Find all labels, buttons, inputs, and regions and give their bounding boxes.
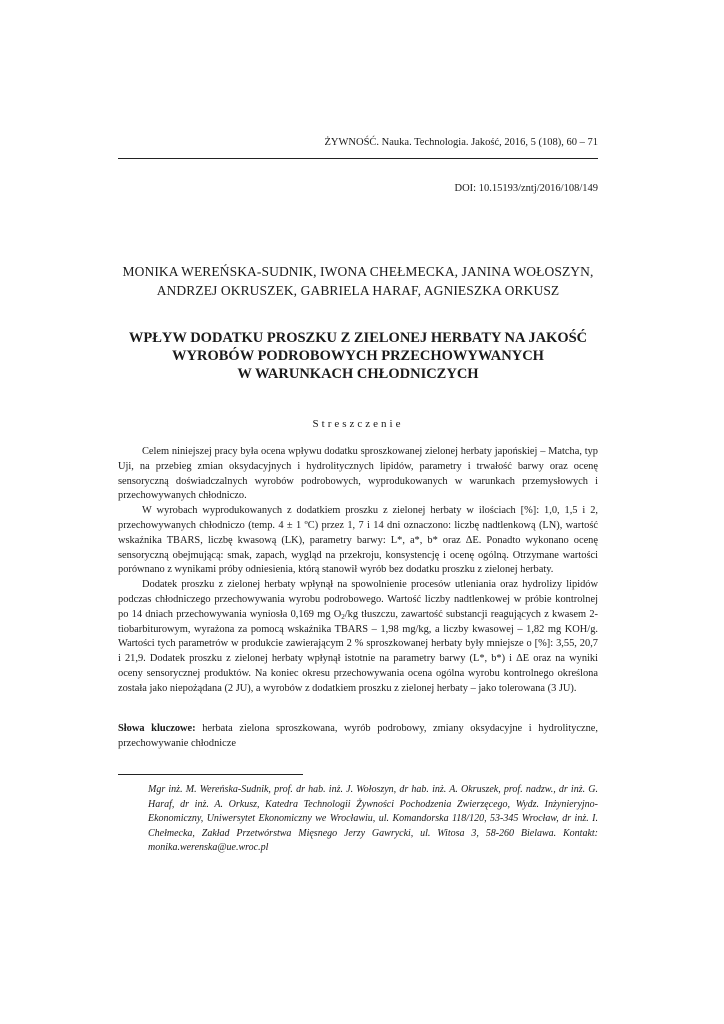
abstract-paragraph-2: W wyrobach wyprodukowanych z dodatkiem proszku z zielonej herbaty w ilościach [%]: 1,0, 1,5 i 2, przechowywanych chłodniczo (temp. 4 ± 1 ºC) przez 1, 7 i 14 dni oznaczono: liczbę nadtlenkową (LN), wartość wskaźnika TBARS, liczbę kwasową (LK), parametry barwy: L*, a*, b* oraz ΔE. Ponadto wykonano ocenę sensoryczną obejmującą: smak, zapach, wygląd na przekroju, konsystencję i ocenę ogólną. Otrzymane wartości porównano z wynikami próby odniesienia, którą stanowił wyrób bez dodatku proszku z zielonej herbaty. (118, 505, 598, 576)
abstract-body (118, 445, 598, 697)
author-affiliation-footnote: Mgr inż. M. Wereńska-Sudnik, prof. dr hab. inż. J. Wołoszyn, dr hab. inż. A. Okruszek, prof. nadzw., dr inż. G. Haraf, dr inż. A. Orkusz, Katedra Technologii Żywności Pochodzenia Zwierzęcego, Wydz. Inżynieryjno-Ekonomiczny, Uniwersytet Ekonomiczny we Wrocławiu, ul. Komandorska 118/120, 53-345 Wrocław, dr inż. I. Chełmecka, Zakład Przetwórstwa Mięsnego Jerzy Gawrycki, ul. Witosa 3, 58-260 Bielawa. Kontakt: monika.werenska@ue.wroc.pl (148, 784, 598, 854)
doi-line: DOI: 10.15193/zntj/2016/108/149 (454, 183, 598, 194)
title-line-2: WYROBÓW PODROBOWYCH PRZECHOWYWANYCH (172, 348, 544, 364)
author-list (118, 262, 598, 300)
abstract-heading: Streszczenie (312, 418, 404, 430)
oxygen-subscript: 2 (341, 612, 345, 621)
paper-title (118, 329, 598, 383)
title-line-1: WPŁYW DODATKU PROSZKU Z ZIELONEJ HERBATY NA JAKOŚĆ (128, 330, 588, 346)
header-rule (118, 158, 598, 159)
author-line-2: ANDRZEJ OKRUSZEK, GABRIELA HARAF, AGNIESZKA ORKUSZ (156, 283, 560, 298)
abstract-paragraph-3-part-1: Dodatek proszku z zielonej herbaty wpłynął na spowolnienie procesów utleniania oraz hydrolizy lipidów podczas chłodniczego przechowywania wyrobu podrobowego. Wartość liczby nadtlenkowej w próbie kontrolnej po 14 dniach przechowywania wyniosła 0,169 mg O (118, 579, 598, 620)
keywords-label: Słowa kluczowe: (118, 723, 196, 734)
abstract-paragraph-1: Celem niniejszej pracy była ocena wpływu dodatku sproszkowanej zielonej herbaty japońskiej – Matcha, typ Uji, na przebieg zmian oksydacyjnych i hydrolitycznych lipidów, parametry i trwałość barwy oraz ocenę sensoryczną doświadczalnych wyrobów podrobowych, wyprodukowanych w warunkach przemysłowych i przechowywanych chłodniczo. (118, 446, 598, 502)
footnote-rule (118, 774, 303, 775)
abstract-paragraph-3-part-2: /kg tłuszczu, zawartość substancji reagujących z kwasem 2-tiobarbiturowym, wyrażona za pomocą wskaźnika TBARS – 1,98 mg/kg, a liczby kwasowej – 1,82 mg KOH/g. Wartości tych parametrów w produkcie zawierającym 2 % sproszkowanej herbaty były mniejsze o [%]: 3,55, 20,7 i 21,9. Dodatek proszku z zielonej herbaty wpłynął istotnie na parametry barwy (L*, b*) i ΔE oraz na wyniki oceny sensorycznej produktów. Na koniec okresu przechowywania ocena ogólna wyrobu kontrolnego określona została jako niepożądana (2 JU), a wyrobów z dodatkiem proszku z zielonej herbaty – jako tolerowana (3 JU). (118, 608, 598, 694)
author-line-1: MONIKA WEREŃSKA-SUDNIK, IWONA CHEŁMECKA, JANINA WOŁOSZYN, (122, 264, 594, 279)
title-line-3: W WARUNKACH CHŁODNICZYCH (237, 366, 479, 382)
keywords (118, 722, 598, 752)
journal-header: ŻYWNOŚĆ. Nauka. Technologia. Jakość, 2016, 5 (108), 60 – 71 (324, 137, 598, 148)
abstract-paragraph-3 (118, 578, 598, 696)
keywords-text: herbata zielona sproszkowana, wyrób podrobowy, zmiany oksydacyjne i hydrolityczne, przechowywanie chłodnicze (118, 723, 598, 749)
